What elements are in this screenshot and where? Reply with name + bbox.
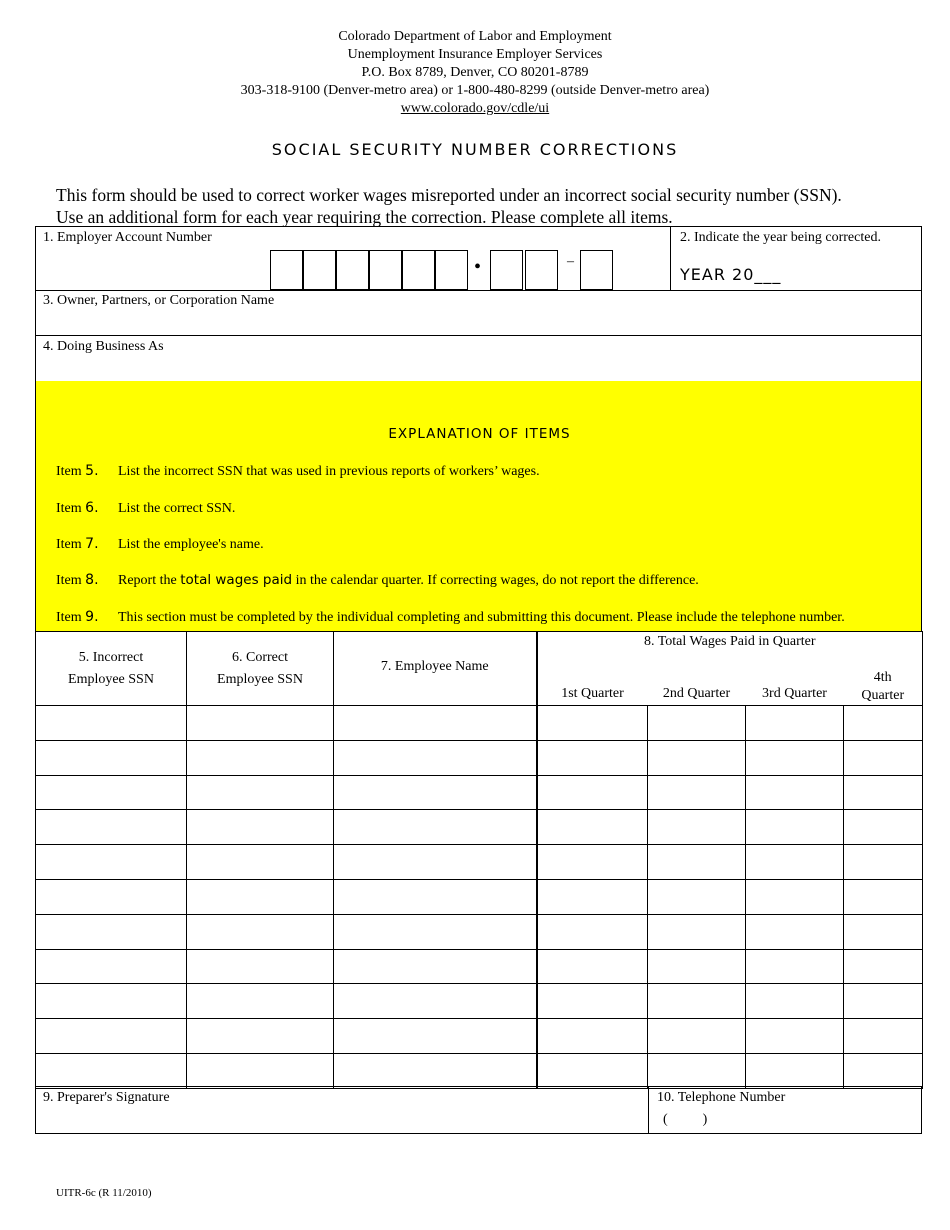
q4-wages-cell[interactable] — [844, 984, 923, 1019]
q1-wages-cell[interactable] — [537, 879, 648, 914]
header-q4 — [844, 655, 923, 706]
q3-wages-cell[interactable] — [746, 810, 844, 845]
item-text: in the calendar quarter. If correcting wages, do not report the difference. — [292, 573, 699, 588]
telephone-field[interactable]: ( ) — [663, 1112, 708, 1127]
correct-ssn-cell[interactable] — [187, 706, 334, 741]
explanation-item-8 — [56, 572, 699, 589]
q1-wages-cell[interactable] — [537, 1019, 648, 1054]
item-prefix: Item — [56, 501, 86, 516]
intro-text — [56, 184, 936, 228]
agency-header — [0, 28, 950, 118]
header-incorrect-ssn — [36, 632, 187, 706]
correct-ssn-cell[interactable] — [187, 845, 334, 880]
table-row — [36, 810, 923, 845]
table-row — [36, 706, 923, 741]
owner-name-section[interactable] — [35, 290, 922, 336]
q2-wages-cell[interactable] — [648, 984, 746, 1019]
q3-wages-cell[interactable] — [746, 706, 844, 741]
header-correct-ssn-line1: 6. Correct — [232, 649, 288, 665]
q4-wages-cell[interactable] — [844, 740, 923, 775]
q1-wages-cell[interactable] — [537, 949, 648, 984]
item-number: 6. — [85, 500, 99, 516]
q2-wages-cell[interactable] — [648, 1019, 746, 1054]
item-prefix: Item — [56, 537, 86, 552]
incorrect-ssn-cell[interactable] — [36, 1053, 187, 1088]
account-digit-5[interactable] — [402, 250, 435, 290]
correct-ssn-cell[interactable] — [187, 810, 334, 845]
incorrect-ssn-cell[interactable] — [36, 984, 187, 1019]
dba-label: 4. Doing Business As — [43, 339, 164, 354]
q1-wages-cell[interactable] — [537, 1053, 648, 1088]
correct-ssn-cell[interactable] — [187, 740, 334, 775]
incorrect-ssn-cell[interactable] — [36, 775, 187, 810]
account-digit-3[interactable] — [336, 250, 369, 290]
q3-wages-cell[interactable] — [746, 984, 844, 1019]
correct-ssn-cell[interactable] — [187, 914, 334, 949]
account-digit-8[interactable] — [525, 250, 558, 290]
q4-wages-cell[interactable] — [844, 1053, 923, 1088]
employee-name-cell[interactable] — [334, 949, 537, 984]
q2-wages-cell[interactable] — [648, 845, 746, 880]
item-prefix: Item — [56, 610, 86, 625]
year-label: 2. Indicate the year being corrected. — [680, 230, 881, 245]
q4-wages-cell[interactable] — [844, 775, 923, 810]
header-total-wages: 8. Total Wages Paid in Quarter — [537, 632, 923, 655]
q3-wages-cell[interactable] — [746, 914, 844, 949]
explanation-panel — [35, 381, 922, 631]
header-incorrect-ssn-line2: Employee SSN — [68, 671, 154, 687]
q2-wages-cell[interactable] — [648, 706, 746, 741]
q4-wages-cell[interactable] — [844, 706, 923, 741]
q2-wages-cell[interactable] — [648, 879, 746, 914]
q1-wages-cell[interactable] — [537, 810, 648, 845]
explanation-item-9 — [56, 609, 845, 626]
employee-name-cell[interactable] — [334, 879, 537, 914]
correct-ssn-cell[interactable] — [187, 775, 334, 810]
q2-wages-cell[interactable] — [648, 740, 746, 775]
employee-name-cell[interactable] — [334, 740, 537, 775]
incorrect-ssn-cell[interactable] — [36, 914, 187, 949]
explanation-item-7 — [56, 536, 264, 553]
telephone-label: 10. Telephone Number — [657, 1090, 786, 1105]
explanation-title: EXPLANATION OF ITEMS — [388, 426, 571, 442]
incorrect-ssn-cell[interactable] — [36, 949, 187, 984]
q3-wages-cell[interactable] — [746, 949, 844, 984]
header-q1: 1st Quarter — [537, 655, 648, 706]
q1-wages-cell[interactable] — [537, 740, 648, 775]
q3-wages-cell[interactable] — [746, 740, 844, 775]
correct-ssn-cell[interactable] — [187, 1053, 334, 1088]
item-number: 8. — [85, 572, 99, 588]
account-digit-4[interactable] — [369, 250, 402, 290]
item-text: List the incorrect SSN that was used in previous reports of workers’ wages. — [118, 464, 540, 479]
item-prefix: Item — [56, 573, 86, 588]
table-row — [36, 984, 923, 1019]
q4-wages-cell[interactable] — [844, 810, 923, 845]
explanation-item-5 — [56, 463, 540, 480]
employee-name-cell[interactable] — [334, 1019, 537, 1054]
q4-wages-cell[interactable] — [844, 1019, 923, 1054]
q3-wages-cell[interactable] — [746, 845, 844, 880]
item-emphasis: total wages paid — [180, 572, 293, 588]
agency-division: Unemployment Insurance Employer Services — [347, 47, 603, 62]
employee-name-cell[interactable] — [334, 984, 537, 1019]
agency-phones: 303-318-9100 (Denver-metro area) or 1-800-480-8299 (outside Denver-metro area) — [240, 83, 710, 98]
employee-name-cell[interactable] — [334, 810, 537, 845]
q1-wages-cell[interactable] — [537, 984, 648, 1019]
account-digit-6[interactable] — [435, 250, 468, 290]
q4-wages-cell[interactable] — [844, 914, 923, 949]
table-row — [36, 1019, 923, 1054]
agency-address: P.O. Box 8789, Denver, CO 80201-8789 — [361, 65, 589, 80]
header-q4-line1: 4th — [873, 670, 892, 685]
employee-name-cell[interactable] — [334, 845, 537, 880]
employer-account-label: 1. Employer Account Number — [43, 230, 212, 245]
year-section — [670, 226, 922, 291]
q2-wages-cell[interactable] — [648, 775, 746, 810]
preparer-signature-section[interactable] — [35, 1086, 649, 1134]
q3-wages-cell[interactable] — [746, 1053, 844, 1088]
account-dash-separator: – — [567, 254, 574, 269]
header-incorrect-ssn-line1: 5. Incorrect — [78, 649, 144, 665]
incorrect-ssn-cell[interactable] — [36, 740, 187, 775]
intro-line-1: This form should be used to correct worker wages misreported under an incorrect social security number (SSN). — [56, 185, 842, 205]
account-digit-9[interactable] — [580, 250, 613, 290]
q3-wages-cell[interactable] — [746, 879, 844, 914]
correct-ssn-cell[interactable] — [187, 949, 334, 984]
item-prefix: Item — [56, 464, 86, 479]
explanation-item-6 — [56, 500, 235, 517]
q1-wages-cell[interactable] — [537, 914, 648, 949]
year-field[interactable]: YEAR 20___ — [680, 265, 782, 284]
header-employee-name: 7. Employee Name — [334, 632, 537, 706]
q2-wages-cell[interactable] — [648, 810, 746, 845]
correct-ssn-cell[interactable] — [187, 879, 334, 914]
corrections-table — [35, 631, 923, 1089]
q2-wages-cell[interactable] — [648, 1053, 746, 1088]
dba-section[interactable] — [35, 335, 922, 382]
account-digit-1[interactable] — [270, 250, 303, 290]
form-title: SOCIAL SECURITY NUMBER CORRECTIONS — [271, 140, 679, 159]
q1-wages-cell[interactable] — [537, 706, 648, 741]
table-row — [36, 1053, 923, 1088]
q4-wages-cell[interactable] — [844, 949, 923, 984]
owner-name-label: 3. Owner, Partners, or Corporation Name — [43, 293, 275, 308]
employee-name-cell[interactable] — [334, 775, 537, 810]
item-text: Report the — [118, 573, 181, 588]
incorrect-ssn-cell[interactable] — [36, 879, 187, 914]
incorrect-ssn-cell[interactable] — [36, 1019, 187, 1054]
item-text: List the correct SSN. — [118, 501, 236, 516]
correct-ssn-cell[interactable] — [187, 984, 334, 1019]
item-text: List the employee's name. — [118, 537, 264, 552]
header-q3: 3rd Quarter — [746, 655, 844, 706]
item-text: This section must be completed by the individual completing and submitting this document. Please include the telephone number. — [118, 610, 845, 625]
q3-wages-cell[interactable] — [746, 1019, 844, 1054]
table-row — [36, 914, 923, 949]
account-dot-separator: • — [474, 256, 482, 278]
form-code: UITR-6c (R 11/2010) — [56, 1187, 152, 1199]
employee-name-cell[interactable] — [334, 1053, 537, 1088]
employee-name-cell[interactable] — [334, 914, 537, 949]
table-row — [36, 740, 923, 775]
incorrect-ssn-cell[interactable] — [36, 845, 187, 880]
q4-wages-cell[interactable] — [844, 879, 923, 914]
incorrect-ssn-cell[interactable] — [36, 706, 187, 741]
header-correct-ssn — [187, 632, 334, 706]
header-q4-line2: Quarter — [861, 688, 905, 703]
account-digit-7[interactable] — [490, 250, 523, 290]
telephone-section — [648, 1086, 922, 1134]
table-row — [36, 949, 923, 984]
account-digit-2[interactable] — [303, 250, 336, 290]
header-correct-ssn-line2: Employee SSN — [217, 671, 303, 687]
table-row — [36, 879, 923, 914]
item-number: 9. — [85, 609, 99, 625]
item-number: 5. — [85, 463, 99, 479]
agency-name: Colorado Department of Labor and Employment — [338, 29, 612, 44]
table-row — [36, 775, 923, 810]
header-q2: 2nd Quarter — [648, 655, 746, 706]
q4-wages-cell[interactable] — [844, 845, 923, 880]
incorrect-ssn-cell[interactable] — [36, 810, 187, 845]
item-number: 7. — [85, 536, 99, 552]
preparer-signature-label: 9. Preparer's Signature — [43, 1090, 170, 1105]
table-row — [36, 845, 923, 880]
q3-wages-cell[interactable] — [746, 775, 844, 810]
correct-ssn-cell[interactable] — [187, 1019, 334, 1054]
q1-wages-cell[interactable] — [537, 845, 648, 880]
agency-website-link[interactable]: www.colorado.gov/cdle/ui — [400, 101, 550, 116]
q2-wages-cell[interactable] — [648, 949, 746, 984]
employee-name-cell[interactable] — [334, 706, 537, 741]
intro-line-2: Use an additional form for each year requiring the correction. Please complete all items. — [56, 207, 673, 227]
q2-wages-cell[interactable] — [648, 914, 746, 949]
q1-wages-cell[interactable] — [537, 775, 648, 810]
